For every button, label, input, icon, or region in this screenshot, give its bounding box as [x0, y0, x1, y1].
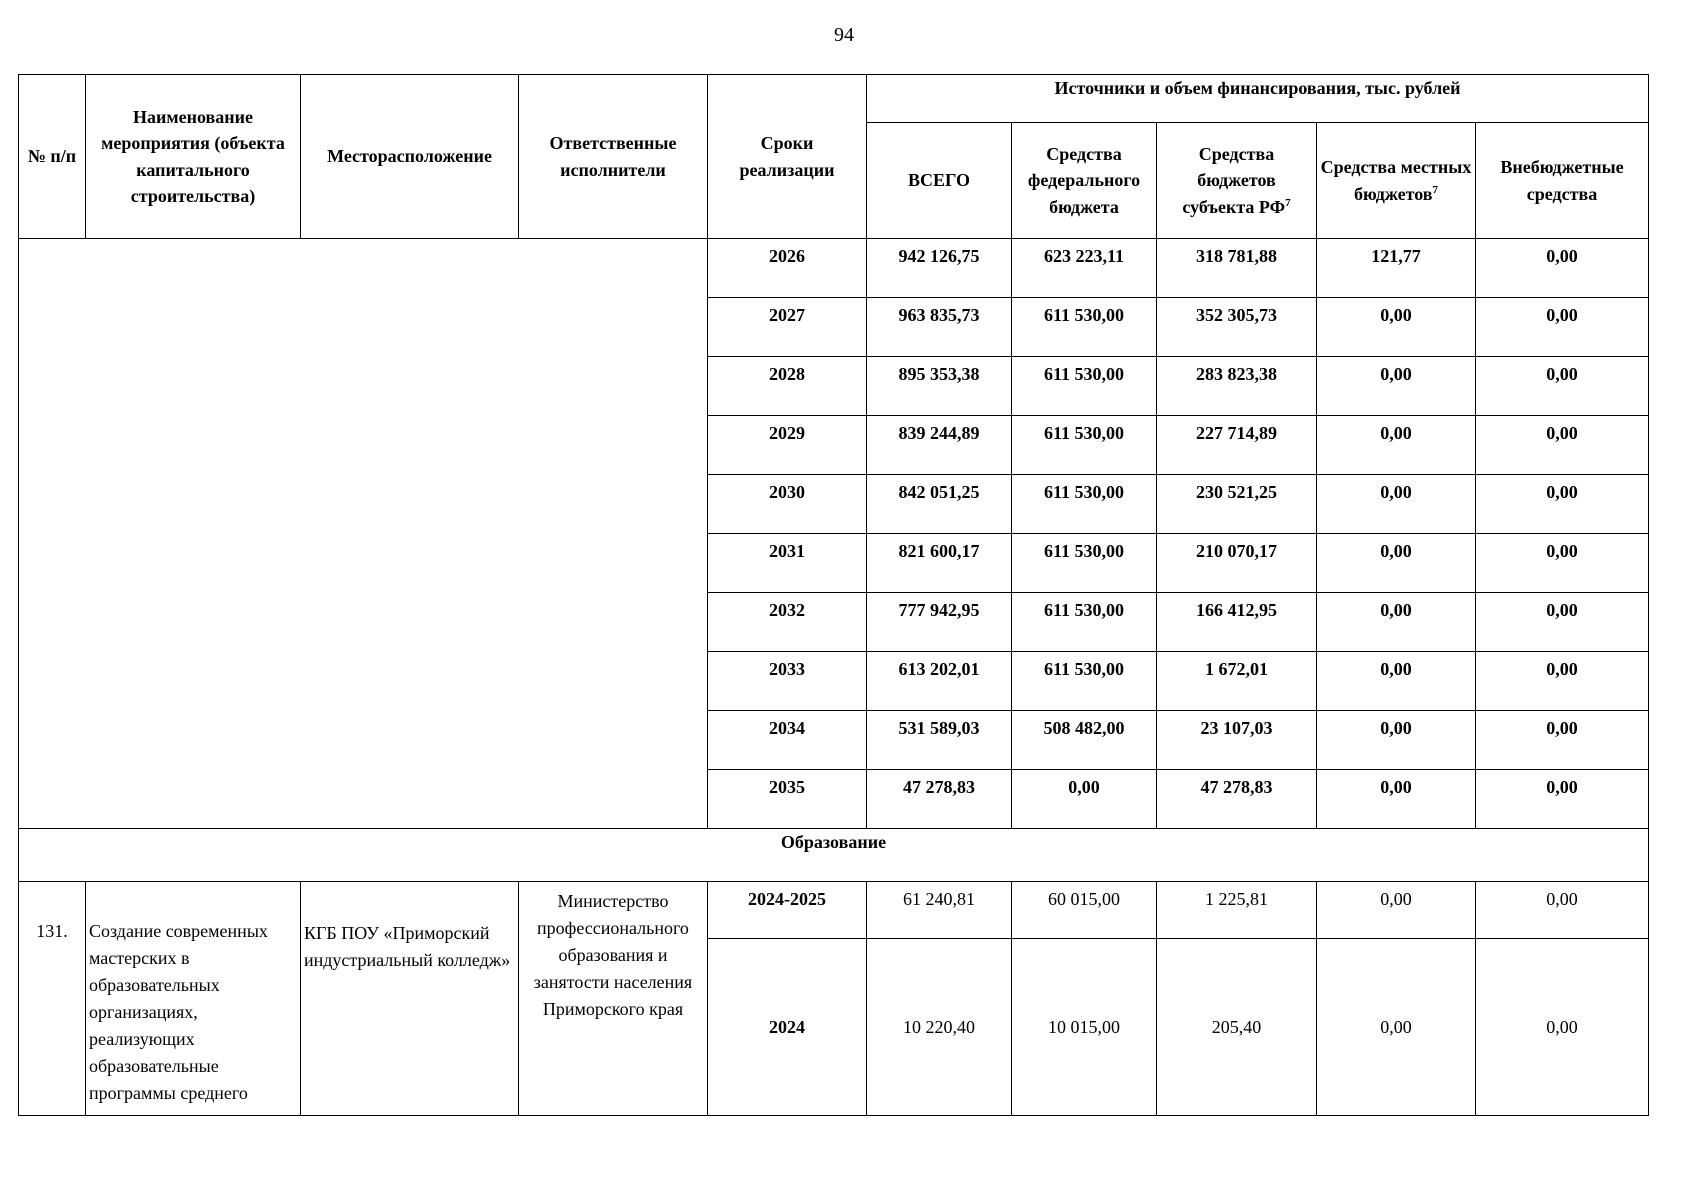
- cell-federal: 611 530,00: [1012, 593, 1157, 652]
- cell-year: 2026: [708, 239, 867, 298]
- cell-extra: 0,00: [1476, 357, 1649, 416]
- cell-federal: 623 223,11: [1012, 239, 1157, 298]
- cell-regional: 318 781,88: [1157, 239, 1317, 298]
- cell-local: 0,00: [1317, 357, 1476, 416]
- cell-local: 0,00: [1317, 416, 1476, 475]
- section-row: [19, 829, 1649, 882]
- cell-federal: 611 530,00: [1012, 534, 1157, 593]
- cell-extra: 0,00: [1476, 416, 1649, 475]
- cell-extra: 0,00: [1476, 239, 1649, 298]
- header-location: Месторасположение: [301, 75, 519, 239]
- header-num: № п/п: [19, 75, 86, 239]
- cell-total: 777 942,95: [867, 593, 1012, 652]
- cell-regional: 47 278,83: [1157, 770, 1317, 829]
- cell-federal: 611 530,00: [1012, 475, 1157, 534]
- cell-regional: 1 672,01: [1157, 652, 1317, 711]
- cell-period: 2024: [708, 939, 867, 1116]
- cell-extra: 0,00: [1476, 882, 1649, 939]
- cell-local: 0,00: [1317, 770, 1476, 829]
- cell-federal: 611 530,00: [1012, 357, 1157, 416]
- cell-local: 0,00: [1317, 593, 1476, 652]
- cell-regional: 283 823,38: [1157, 357, 1317, 416]
- section-title: Образование: [19, 829, 1649, 882]
- cell-total: 47 278,83: [867, 770, 1012, 829]
- cell-year: 2029: [708, 416, 867, 475]
- header-responsible: Ответственные исполнители: [519, 75, 708, 239]
- cell-regional: 352 305,73: [1157, 298, 1317, 357]
- header-period: Сроки реализации: [708, 75, 867, 239]
- funding-table: [18, 74, 1649, 1116]
- table-row: [19, 239, 1649, 298]
- cell-extra: 0,00: [1476, 475, 1649, 534]
- header-regional-label: Средства бюджетов субъекта РФ: [1182, 144, 1286, 217]
- cell-local: 0,00: [1317, 475, 1476, 534]
- cell-year: 2032: [708, 593, 867, 652]
- cell-total: 895 353,38: [867, 357, 1012, 416]
- cell-extra: 0,00: [1476, 298, 1649, 357]
- header-local-label: Средства местных бюджетов: [1320, 157, 1472, 204]
- cell-local: 121,77: [1317, 239, 1476, 298]
- item-number: 131.: [19, 882, 86, 1116]
- header-regional-footnote: 7: [1285, 196, 1291, 209]
- cell-local: 0,00: [1317, 882, 1476, 939]
- item-location: КГБ ПОУ «Приморский индустриальный колледж»: [301, 882, 519, 1116]
- cell-total: 10 220,40: [867, 939, 1012, 1116]
- cell-regional: 227 714,89: [1157, 416, 1317, 475]
- cell-extra: 0,00: [1476, 770, 1649, 829]
- cell-regional: 23 107,03: [1157, 711, 1317, 770]
- cell-extra: 0,00: [1476, 534, 1649, 593]
- header-funding-group: Источники и объем финансирования, тыс. рублей: [867, 75, 1649, 123]
- cell-total: 613 202,01: [867, 652, 1012, 711]
- header-federal: Средства федерального бюджета: [1012, 123, 1157, 239]
- cell-year: 2033: [708, 652, 867, 711]
- cell-local: 0,00: [1317, 939, 1476, 1116]
- cell-local: 0,00: [1317, 298, 1476, 357]
- cell-total: 942 126,75: [867, 239, 1012, 298]
- cell-total: 531 589,03: [867, 711, 1012, 770]
- cell-federal: 0,00: [1012, 770, 1157, 829]
- cell-local: 0,00: [1317, 652, 1476, 711]
- cell-year: 2030: [708, 475, 867, 534]
- header-name: Наименование мероприятия (объекта капитального строительства): [86, 75, 301, 239]
- cell-regional: 230 521,25: [1157, 475, 1317, 534]
- cell-regional: 1 225,81: [1157, 882, 1317, 939]
- cell-regional: 166 412,95: [1157, 593, 1317, 652]
- cell-federal: 611 530,00: [1012, 416, 1157, 475]
- cell-federal: 508 482,00: [1012, 711, 1157, 770]
- cell-total: 963 835,73: [867, 298, 1012, 357]
- cell-extra: 0,00: [1476, 593, 1649, 652]
- cell-regional: 205,40: [1157, 939, 1317, 1116]
- cell-total: 842 051,25: [867, 475, 1012, 534]
- cell-extra: 0,00: [1476, 652, 1649, 711]
- item-row: [19, 882, 1649, 939]
- cell-total: 839 244,89: [867, 416, 1012, 475]
- cell-total: 821 600,17: [867, 534, 1012, 593]
- header-row-1: [19, 75, 1649, 123]
- cell-year: 2034: [708, 711, 867, 770]
- cell-period: 2024-2025: [708, 882, 867, 939]
- cell-federal: 611 530,00: [1012, 298, 1157, 357]
- cell-total: 61 240,81: [867, 882, 1012, 939]
- merged-blank-cell: [19, 239, 708, 829]
- cell-year: 2028: [708, 357, 867, 416]
- header-extra: Внебюджетные средства: [1476, 123, 1649, 239]
- item-responsible: Министерство профессионального образования и занятости населения Приморского края: [519, 882, 708, 1116]
- cell-federal: 10 015,00: [1012, 939, 1157, 1116]
- cell-federal: 60 015,00: [1012, 882, 1157, 939]
- cell-local: 0,00: [1317, 711, 1476, 770]
- header-total: ВСЕГО: [867, 123, 1012, 239]
- cell-year: 2027: [708, 298, 867, 357]
- cell-federal: 611 530,00: [1012, 652, 1157, 711]
- item-name: Создание современных мастерских в образовательных организациях, реализующих образовательные программы среднего: [86, 882, 301, 1116]
- header-regional: [1157, 123, 1317, 239]
- header-local: [1317, 123, 1476, 239]
- cell-regional: 210 070,17: [1157, 534, 1317, 593]
- header-local-footnote: 7: [1432, 183, 1438, 196]
- cell-year: 2035: [708, 770, 867, 829]
- cell-local: 0,00: [1317, 534, 1476, 593]
- cell-year: 2031: [708, 534, 867, 593]
- page-number: 94: [834, 24, 854, 46]
- cell-extra: 0,00: [1476, 939, 1649, 1116]
- year-rows: [19, 239, 1649, 1116]
- cell-extra: 0,00: [1476, 711, 1649, 770]
